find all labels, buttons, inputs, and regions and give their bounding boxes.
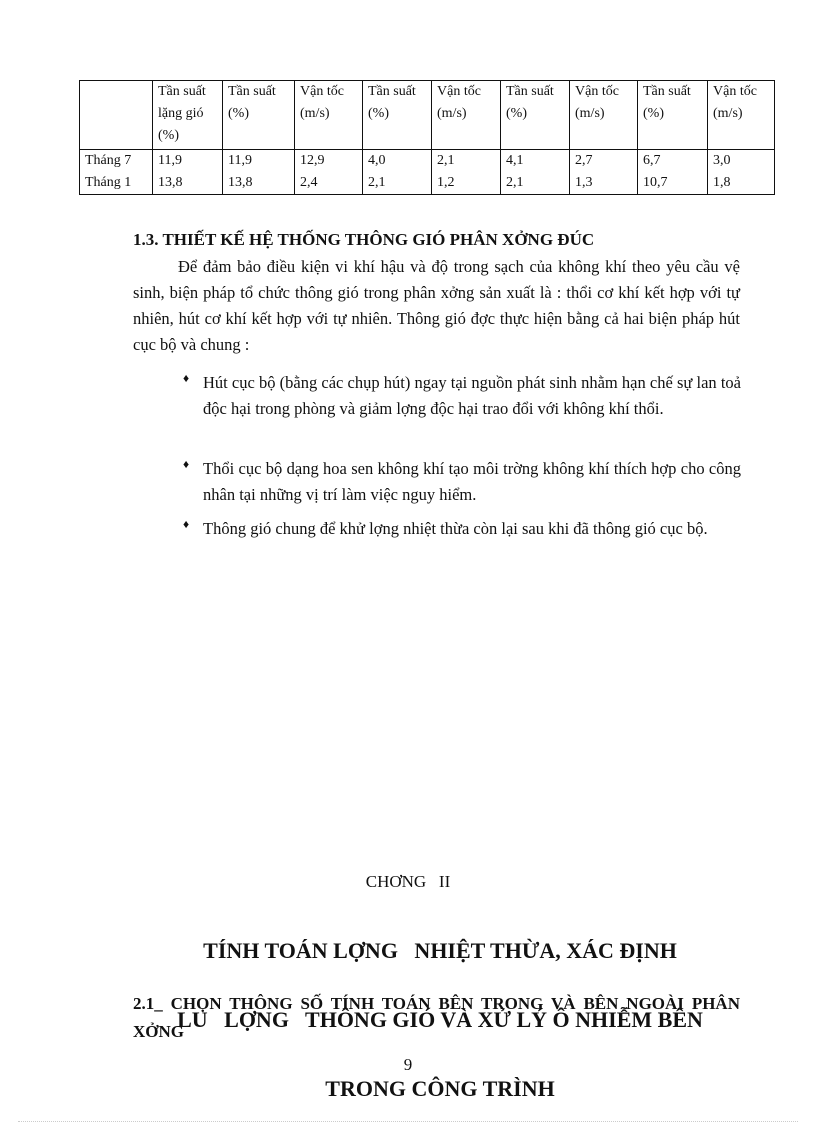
- table-row: [80, 150, 775, 173]
- table-cell: 4,0: [363, 150, 432, 173]
- section-title: 1.3. THIẾT KẾ HỆ THỐNG THÔNG GIÓ PHÂN XỞNG ĐÚC: [133, 230, 595, 249]
- paragraph-text: Để đảm bảo điều kiện vi khí hậu và độ trong sạch của không khí theo yêu cầu vệ sinh, biện pháp tổ chức thông gió trong phân xởng sản xuất là : thổi cơ khí kết hợp với tự nhiên, hút cơ khí kết hợp với tự nhiên. Thông gió đợc thực hiện bằng cả hai biện pháp hút cục bộ và chung :: [133, 257, 740, 354]
- table-row: [80, 172, 775, 195]
- diamond-bullet-icon: ♦: [183, 457, 190, 471]
- table-header-cell: Vận tốc (m/s): [708, 81, 775, 150]
- table-cell: 11,9: [223, 150, 295, 173]
- page-number: 9: [403, 1055, 413, 1074]
- wind-data-table: [79, 80, 775, 195]
- table-cell: 6,7: [638, 150, 708, 173]
- table-cell: 13,8: [153, 172, 223, 195]
- table-cell: 3,0: [708, 150, 775, 173]
- table-cell: 2,7: [570, 150, 638, 173]
- table-header-cell: Vận tốc (m/s): [432, 81, 501, 150]
- table-cell: 12,9: [295, 150, 363, 173]
- table-cell: 2,1: [432, 150, 501, 173]
- table-header-cell: Tần suất (%): [363, 81, 432, 150]
- section-paragraph: [133, 254, 740, 358]
- table-cell: Tháng 1: [80, 172, 153, 195]
- table-cell: 1,8: [708, 172, 775, 195]
- table-cell: 1,2: [432, 172, 501, 195]
- footer-divider: [18, 1121, 798, 1122]
- table-cell: 13,8: [223, 172, 295, 195]
- subsection-heading: 2.1_ CHỌN THÔNG SỐ TÍNH TOÁN BÊN TRONG VÀ BÊN NGOÀI PHÂN XỞNG: [133, 994, 740, 1041]
- table-header-cell: Vận tốc (m/s): [570, 81, 638, 150]
- bullet-text: Hút cục bộ (bằng các chụp hút) ngay tại nguồn phát sinh nhằm hạn chế sự lan toả độc hại trong phòng và giảm lợng độc hại trao đổi với không khí thổi.: [203, 373, 741, 418]
- table-header-cell: Tần suất (%): [501, 81, 570, 150]
- table-cell: 2,4: [295, 172, 363, 195]
- chapter-label: CHƠNG II: [365, 872, 451, 891]
- table-cell: 4,1: [501, 150, 570, 173]
- bullet-text: Thổi cục bộ dạng hoa sen không khí tạo môi trờng không khí thích hợp cho công nhân tại những vị trí làm việc nguy hiểm.: [203, 459, 741, 504]
- table-header-cell: [80, 81, 153, 150]
- diamond-bullet-icon: ♦: [183, 371, 190, 385]
- diamond-bullet-icon: ♦: [183, 517, 190, 531]
- table-header-cell: Tần suất (%): [638, 81, 708, 150]
- chapter-title-line: TÍNH TOÁN LỢNG NHIỆT THỪA, XÁC ĐỊNH: [203, 938, 677, 963]
- table-header-row: [80, 81, 775, 150]
- chapter-title-line: LU LỢNG THÔNG GIÓ VÀ XỬ LÝ Ô NHIỄM BÊN: [177, 1007, 703, 1032]
- table-cell: 2,1: [363, 172, 432, 195]
- table-header-cell: Tần suất lặng gió (%): [153, 81, 223, 150]
- table-header-cell: Tần suất (%): [223, 81, 295, 150]
- table-cell: 11,9: [153, 150, 223, 173]
- table-cell: Tháng 7: [80, 150, 153, 173]
- table-cell: 1,3: [570, 172, 638, 195]
- bullet-text: Thông gió chung để khử lợng nhiệt thừa còn lại sau khi đã thông gió cục bộ.: [203, 519, 708, 538]
- table-header-cell: Vận tốc (m/s): [295, 81, 363, 150]
- chapter-title-line: TRONG CÔNG TRÌNH: [325, 1076, 555, 1101]
- table-cell: 10,7: [638, 172, 708, 195]
- table-cell: 2,1: [501, 172, 570, 195]
